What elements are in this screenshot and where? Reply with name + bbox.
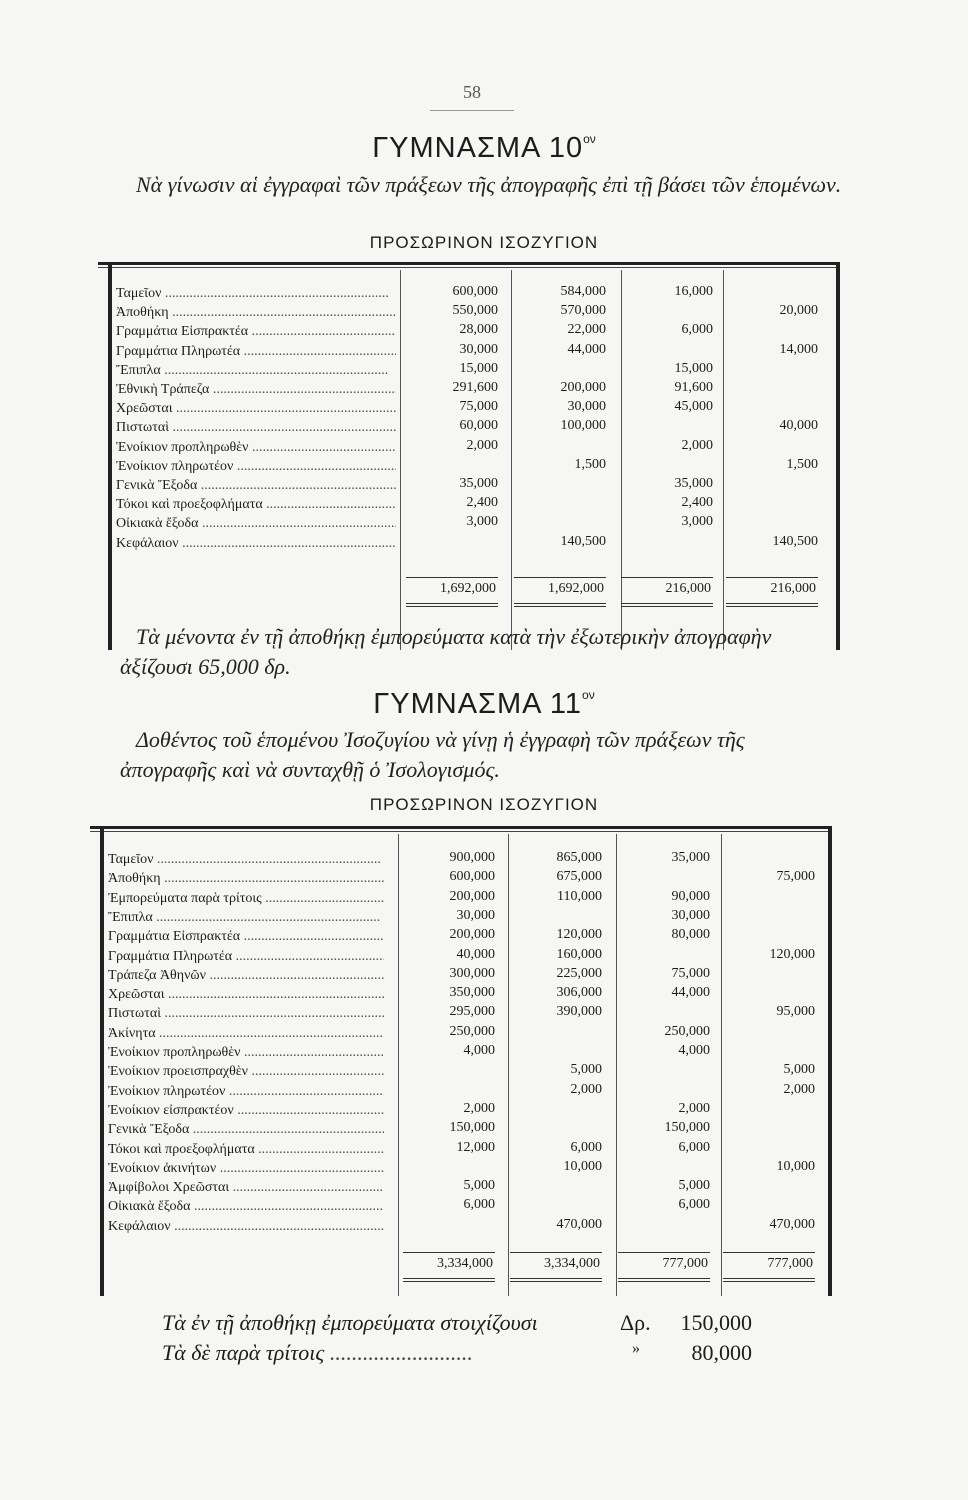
ledger-row-label: Γραμμάτια Πληρωτέα ..... xyxy=(108,947,384,966)
exercise-10-title xyxy=(0,132,968,165)
ledger-cell-c1: 4,000 xyxy=(463,1043,495,1058)
ledger-cell-c3: 75,000 xyxy=(671,965,710,981)
ledger-row-label: Χρεῶσται ..... xyxy=(116,399,396,418)
ledger-row-label: Ἐμπορεύματα παρὰ τρίτοις ..... xyxy=(108,889,384,908)
ledger-cell-c3: 2,000 xyxy=(681,437,713,453)
ledger-cell-c2: 200,000 xyxy=(560,380,606,395)
ledger-total-underline-2 xyxy=(726,606,818,607)
ledger-cell-c3: 6,000 xyxy=(678,1139,710,1155)
ledger-row xyxy=(108,1024,384,1043)
ledger-cell-c3: 150,000 xyxy=(664,1120,710,1136)
closing-line-2-dots: .......................... xyxy=(324,1340,473,1365)
ledger-cell-c1: 600,000 xyxy=(449,869,495,885)
ledger-row xyxy=(108,966,384,985)
ledger-cell-c2: 110,000 xyxy=(557,888,602,904)
ledger-cell-c2: 570,000 xyxy=(560,303,606,319)
ledger-row xyxy=(108,908,384,927)
ledger-row xyxy=(116,342,396,361)
page-number-rule xyxy=(430,110,514,111)
ledger-row-label: Ἔπιπλα ..... xyxy=(116,361,396,380)
ledger-cell-c4: 14,000 xyxy=(779,341,818,357)
ledger-cell-c1: 60,000 xyxy=(459,418,498,434)
ledger-total-rule xyxy=(723,1252,815,1253)
ledger-row-label: Ἀποθήκη ..... xyxy=(116,303,396,322)
exercise-11-title-text: ΓΥΜΝΑΣΜΑ 11 xyxy=(373,688,583,720)
ledger-total-underline xyxy=(726,603,818,604)
ledger-cell-c1: 35,000 xyxy=(459,476,498,491)
ledger-row-label: Γραμμάτια Εἰσπρακτέα ..... xyxy=(108,927,384,946)
ledger-cell-c4: 1,500 xyxy=(786,456,818,472)
ledger-total-underline-2 xyxy=(406,606,498,607)
closing-line-2-amount: 80,000 xyxy=(691,1340,752,1365)
ledger-cell-c1: 300,000 xyxy=(449,965,495,981)
ledger-total-c1: 3,334,000 xyxy=(437,1256,493,1271)
ledger-cell-c1: 2,000 xyxy=(466,437,498,453)
ledger-row-label: Οἰκιακὰ ἔξοδα ..... xyxy=(116,514,396,533)
ledger-cell-c2: 306,000 xyxy=(556,985,602,1001)
exercise-10-title-text: ΓΥΜΝΑΣΜΑ 10 xyxy=(372,132,584,164)
ledger-cell-c3: 3,000 xyxy=(681,514,713,530)
ledger-cell-c3: 2,000 xyxy=(678,1100,710,1116)
ledger-row xyxy=(116,284,396,303)
ledger-row xyxy=(108,1217,384,1236)
ledger-cell-c1: 6,000 xyxy=(463,1197,495,1213)
exercise-10-title-sup: ον xyxy=(583,132,596,146)
closing-line-2-label: Τὰ δὲ παρὰ τρίτοις xyxy=(162,1340,325,1365)
ledger-cell-c3: 45,000 xyxy=(674,399,713,415)
exercise-11-title xyxy=(0,688,968,721)
ledger-cell-c1: 3,000 xyxy=(466,514,498,530)
ledger-total-c1: 1,692,000 xyxy=(440,580,496,596)
ledger-cell-c2: 5,000 xyxy=(570,1062,602,1078)
ledger-cell-c1: 40,000 xyxy=(456,946,495,962)
ledger-cell-c1: 12,000 xyxy=(456,1139,495,1155)
closing-line-2-text xyxy=(162,1340,473,1366)
ledger-row-label: Γενικὰ Ἔξοδα ..... xyxy=(108,1120,384,1139)
ledger-top-rule-thin xyxy=(90,831,832,832)
exercise-11-intro: Δοθέντος τοῦ ἑπομένου Ἰσοζυγίου νὰ γίνῃ ἡ ἐγγραφὴ τῶν πράξεων τῆς ἀπογραφῆς καὶ νὰ συνταχθῇ ὁ Ἰσολογισμός. xyxy=(120,727,745,782)
ledger-total-underline-2 xyxy=(510,1281,602,1282)
ledger-total-rule xyxy=(514,577,606,578)
ledger-total-underline xyxy=(514,603,606,604)
ledger-cell-c4: 20,000 xyxy=(779,303,818,319)
ledger-row-label: Ἐνοίκιον προεισπραχθὲν ..... xyxy=(108,1062,384,1081)
ledger-total-underline xyxy=(723,1278,815,1279)
ledger-row xyxy=(116,534,396,553)
ledger-row xyxy=(116,380,396,399)
exercise-10-subhead: ΠΡΟΣΩΡΙΝΟΝ ΙΣΟΖΥΓΙΟΝ xyxy=(369,233,599,252)
closing-line-1-text: Τὰ ἐν τῇ ἀποθήκῃ ἐμπορεύματα στοιχίζουσι xyxy=(162,1310,538,1335)
exercise-10-note: Τὰ μένοντα ἐν τῇ ἀποθήκῃ ἐμπορεύματα κατὰ τὴν ἐξωτερικὴν ἀπογραφὴν ἀξίζουσι 65,000 δρ. xyxy=(120,624,772,679)
ledger-total-underline-2 xyxy=(621,606,713,607)
ledger-row-label: Χρεῶσται ..... xyxy=(108,985,384,1004)
ledger-cell-c4: 2,000 xyxy=(783,1081,815,1097)
ledger-row-label: Ἀμφίβολοι Χρεῶσται ..... xyxy=(108,1178,384,1197)
ledger-column-line xyxy=(723,270,724,650)
ledger-row xyxy=(108,1004,384,1023)
ledger-row xyxy=(108,947,384,966)
ledger-row xyxy=(116,418,396,437)
ledger-cell-c3: 6,000 xyxy=(678,1197,710,1213)
ledger-total-c2: 1,692,000 xyxy=(548,580,604,596)
ledger-row xyxy=(116,322,396,341)
ledger-column-line xyxy=(511,270,512,650)
ledger-cell-c4: 5,000 xyxy=(783,1062,815,1078)
ledger-cell-c2: 675,000 xyxy=(556,869,602,885)
ledger-cell-c2: 2,000 xyxy=(570,1081,602,1097)
ledger-row xyxy=(108,889,384,908)
ledger-total-c4: 777,000 xyxy=(767,1256,813,1271)
ledger-row-label: Γραμμάτια Πληρωτέα ..... xyxy=(116,342,396,361)
ledger-row xyxy=(108,1159,384,1178)
ledger-cell-c4: 75,000 xyxy=(776,869,815,885)
ledger-total-underline-2 xyxy=(403,1281,495,1282)
ledger-row xyxy=(116,457,396,476)
ledger-cell-c1: 28,000 xyxy=(459,322,498,338)
ledger-cell-c3: 44,000 xyxy=(671,985,710,1001)
ledger-row-label: Κεφάλαιον ..... xyxy=(116,534,396,553)
ledger-column-line xyxy=(616,834,617,1296)
ledger-cell-c3: 80,000 xyxy=(671,927,710,943)
ledger-cell-c2: 584,000 xyxy=(560,284,606,299)
ledger-cell-c2: 1,500 xyxy=(574,456,606,472)
exercise-11-title-sup: ον xyxy=(582,688,595,702)
ledger-cell-c1: 600,000 xyxy=(452,284,498,299)
ledger-row-label: Ἔπιπλα ..... xyxy=(108,908,384,927)
ledger-cell-c1: 200,000 xyxy=(449,927,495,943)
ledger-row-label: Γενικὰ Ἔξοδα ..... xyxy=(116,476,396,495)
ledger-row xyxy=(116,514,396,533)
ledger-row xyxy=(108,1140,384,1159)
ledger-cell-c3: 15,000 xyxy=(674,360,713,376)
ledger-row-label: Ἀκίνητα ..... xyxy=(108,1024,384,1043)
ledger-cell-c1: 30,000 xyxy=(459,341,498,357)
ledger-total-underline xyxy=(621,603,713,604)
ledger-top-rule xyxy=(98,262,840,265)
ledger-total-underline-2 xyxy=(723,1281,815,1282)
ledger-row xyxy=(108,1082,384,1101)
ledger-right-border xyxy=(828,826,832,1296)
ledger-cell-c1: 2,400 xyxy=(466,495,498,511)
ledger-row xyxy=(108,1120,384,1139)
ledger-total-rule xyxy=(406,577,498,578)
ledger-cell-c3: 30,000 xyxy=(671,907,710,923)
ledger-row xyxy=(116,399,396,418)
ledger-total-c3: 216,000 xyxy=(665,580,711,596)
ledger-cell-c1: 150,000 xyxy=(449,1120,495,1136)
ledger-cell-c1: 75,000 xyxy=(459,399,498,415)
ledger-cell-c2: 865,000 xyxy=(556,850,602,865)
ledger-total-underline xyxy=(618,1278,710,1279)
ledger-row xyxy=(108,1197,384,1216)
ledger-total-underline xyxy=(406,603,498,604)
ledger-cell-c2: 390,000 xyxy=(556,1004,602,1020)
ledger-cell-c2: 225,000 xyxy=(556,965,602,981)
ledger-cell-c2: 10,000 xyxy=(563,1158,602,1174)
ledger-cell-c2: 140,500 xyxy=(560,533,606,549)
ledger-right-border xyxy=(836,262,840,650)
closing-line-1-currency: Δρ. xyxy=(620,1310,651,1335)
ledger-cell-c1: 30,000 xyxy=(456,907,495,923)
ledger-left-border xyxy=(100,826,104,1296)
ledger-column-line xyxy=(508,834,509,1296)
ledger-top-rule xyxy=(90,826,832,829)
ledger-total-underline-2 xyxy=(514,606,606,607)
page-number: 58 xyxy=(463,82,481,102)
ledger-row xyxy=(108,1043,384,1062)
ledger-cell-c3: 2,400 xyxy=(681,495,713,511)
ledger-total-underline xyxy=(403,1278,495,1279)
ledger-cell-c2: 120,000 xyxy=(556,927,602,943)
ledger-row-label: Πιστωταὶ ..... xyxy=(108,1004,384,1023)
ledger-row xyxy=(108,1178,384,1197)
ledger-cell-c4: 40,000 xyxy=(779,418,818,434)
ledger-left-border xyxy=(108,262,112,650)
ledger-cell-c3: 6,000 xyxy=(681,322,713,338)
ledger-cell-c1: 350,000 xyxy=(449,985,495,1001)
ledger-cell-c1: 550,000 xyxy=(452,303,498,319)
ledger-row xyxy=(108,850,384,869)
ledger-column-line xyxy=(621,270,622,650)
ledger-cell-c2: 44,000 xyxy=(567,341,606,357)
ledger-cell-c1: 291,600 xyxy=(452,380,498,395)
ledger-cell-c2: 22,000 xyxy=(567,322,606,338)
ledger-cell-c1: 15,000 xyxy=(459,360,498,376)
exercise-11-closing xyxy=(162,1310,762,1370)
ledger-row xyxy=(108,1062,384,1081)
ledger-row-label: Ἐνοίκιον εἰσπρακτέον ..... xyxy=(108,1101,384,1120)
ledger-column-line xyxy=(721,834,722,1296)
ledger-row-label: Γραμμάτια Εἰσπρακτέα ..... xyxy=(116,322,396,341)
ledger-cell-c2: 160,000 xyxy=(556,946,602,962)
ledger-row-label: Οἰκιακὰ ἔξοδα ..... xyxy=(108,1197,384,1216)
ledger-cell-c1: 200,000 xyxy=(449,888,495,904)
ledger-cell-c1: 2,000 xyxy=(463,1100,495,1116)
ledger-total-rule xyxy=(618,1252,710,1253)
ledger-row-label: Τόκοι καὶ προεξοφλήματα ..... xyxy=(116,495,396,514)
ledger-row xyxy=(116,303,396,322)
ledger-cell-c4: 470,000 xyxy=(769,1216,815,1232)
ledger-row xyxy=(108,1101,384,1120)
closing-line-2-currency: » xyxy=(632,1340,640,1357)
ledger-row xyxy=(108,869,384,888)
ledger-row-label: Ταμεῖον ..... xyxy=(116,284,396,303)
ledger-cell-c3: 4,000 xyxy=(678,1043,710,1058)
ledger-cell-c3: 91,600 xyxy=(674,380,713,395)
ledger-cell-c4: 120,000 xyxy=(769,946,815,962)
ledger-total-rule xyxy=(510,1252,602,1253)
ledger-cell-c1: 900,000 xyxy=(449,850,495,865)
ledger-row xyxy=(108,927,384,946)
exercise-11-subhead: ΠΡΟΣΩΡΙΝΟΝ ΙΣΟΖΥΓΙΟΝ xyxy=(369,795,599,814)
exercise-10-intro: Νὰ γίνωσιν αἱ ἐγγραφαὶ τῶν πράξεων τῆς ἀπογραφῆς ἐπὶ τῇ βάσει τῶν ἑπομένων. xyxy=(136,172,842,197)
ledger-top-rule-thin xyxy=(98,267,840,268)
ledger-row-label: Ἐνοίκιον πληρωτέον ..... xyxy=(108,1082,384,1101)
ledger-total-c4: 216,000 xyxy=(770,580,816,596)
ledger-column-line xyxy=(398,834,399,1296)
ledger-row xyxy=(116,476,396,495)
ledger-cell-c4: 10,000 xyxy=(776,1158,815,1174)
ledger-row-label: Κεφάλαιον ..... xyxy=(108,1217,384,1236)
ledger-cell-c3: 35,000 xyxy=(674,476,713,491)
ledger-total-rule xyxy=(403,1252,495,1253)
ledger-cell-c3: 90,000 xyxy=(671,888,710,904)
ledger-row-label: Ἐθνικὴ Τράπεζα ..... xyxy=(116,380,396,399)
ledger-cell-c2: 30,000 xyxy=(567,399,606,415)
ledger-row xyxy=(116,438,396,457)
ledger-total-rule xyxy=(621,577,713,578)
ledger-total-c2: 3,334,000 xyxy=(544,1256,600,1271)
ledger-row xyxy=(116,495,396,514)
ledger-column-line xyxy=(400,270,401,650)
ledger-cell-c2: 470,000 xyxy=(556,1216,602,1232)
ledger-total-rule xyxy=(726,577,818,578)
ledger-cell-c1: 250,000 xyxy=(449,1023,495,1039)
ledger-cell-c2: 100,000 xyxy=(560,418,606,434)
ledger-row-label: Πιστωταὶ ..... xyxy=(116,418,396,437)
ledger-row-label: Τράπεζα Ἀθηνῶν ..... xyxy=(108,966,384,985)
ledger-row-label: Τόκοι καὶ προεξοφλήματα ..... xyxy=(108,1140,384,1159)
ledger-total-underline xyxy=(510,1278,602,1279)
ledger-cell-c4: 140,500 xyxy=(772,533,818,549)
ledger-cell-c3: 16,000 xyxy=(674,284,713,299)
closing-line-1-amount: 150,000 xyxy=(680,1310,752,1335)
ledger-row-label: Ἐνοίκιον πληρωτέον ..... xyxy=(116,457,396,476)
ledger-cell-c2: 6,000 xyxy=(570,1139,602,1155)
ledger-row xyxy=(116,361,396,380)
ledger-cell-c1: 5,000 xyxy=(463,1178,495,1194)
ledger-row-label: Ἀποθήκη ..... xyxy=(108,869,384,888)
ledger-cell-c3: 250,000 xyxy=(664,1023,710,1039)
ledger-row-label: Ταμεῖον ..... xyxy=(108,850,384,869)
ledger-row-label: Ἐνοίκιον προπληρωθὲν ..... xyxy=(116,438,396,457)
ledger-cell-c3: 35,000 xyxy=(671,850,710,865)
ledger-cell-c1: 295,000 xyxy=(449,1004,495,1020)
ledger-total-underline-2 xyxy=(618,1281,710,1282)
ledger-total-c3: 777,000 xyxy=(662,1256,708,1271)
ledger-cell-c4: 95,000 xyxy=(776,1004,815,1020)
ledger-cell-c3: 5,000 xyxy=(678,1178,710,1194)
ledger-row-label: Ἐνοίκιον προπληρωθὲν ..... xyxy=(108,1043,384,1062)
ledger-row xyxy=(108,985,384,1004)
ledger-row-label: Ἐνοίκιον ἀκινήτων ..... xyxy=(108,1159,384,1178)
